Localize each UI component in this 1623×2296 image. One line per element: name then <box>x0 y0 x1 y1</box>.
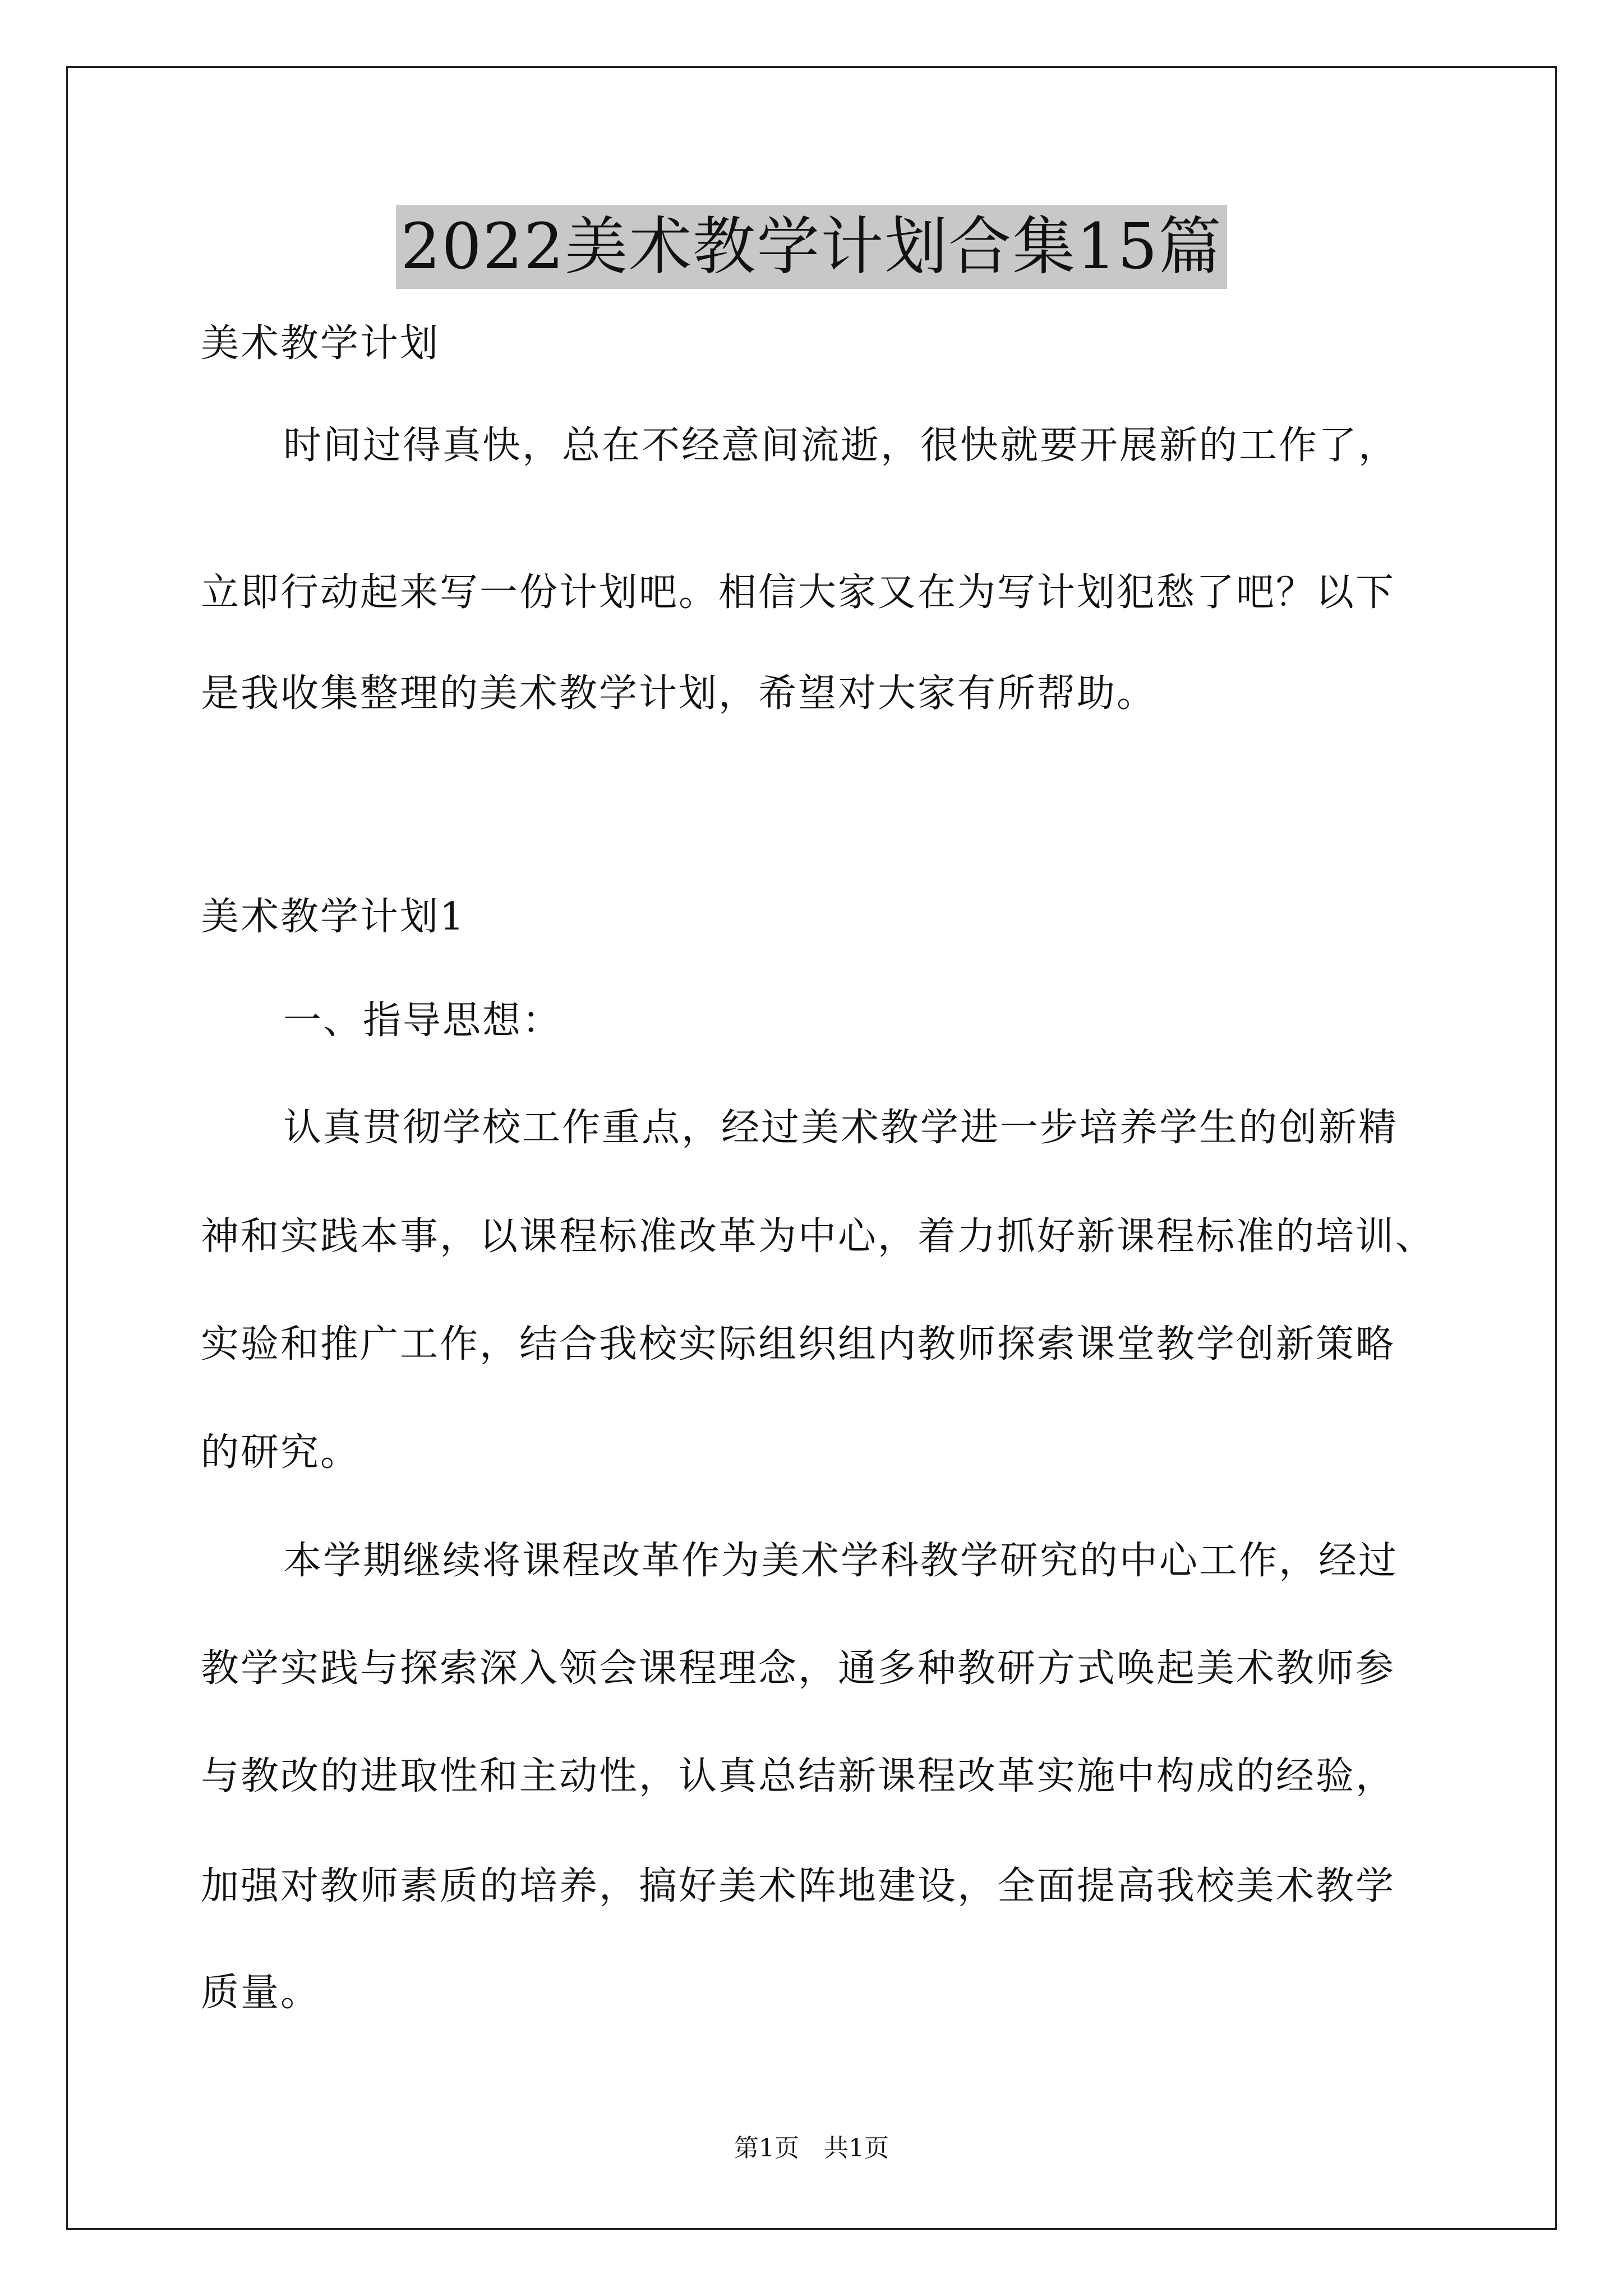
paragraph-line: 是我收集整理的美术教学计划，希望对大家有所帮助。 <box>201 671 1157 716</box>
paragraph-line: 的研究。 <box>201 1430 361 1475</box>
paragraph-line: 质量。 <box>201 1971 321 2015</box>
paragraph-line: 时间过得真快，总在不经意间流逝，很快就要开展新的工作了， <box>283 424 1399 468</box>
paragraph-line: 加强对教师素质的培养，搞好美术阵地建设，全面提高我校美术教学 <box>201 1864 1396 1908</box>
paragraph-line: 认真贯彻学校工作重点，经过美术教学进一步培养学生的创新精 <box>283 1106 1399 1150</box>
paragraph-line: 本学期继续将课程改革作为美术学科教学研究的中心工作，经过 <box>283 1539 1399 1583</box>
subsection-heading: 一、指导思想： <box>283 999 562 1043</box>
paragraph-line: 教学实践与探索深入领会课程理念，通多种教研方式唤起美术教师参 <box>201 1646 1396 1691</box>
paragraph-line: 神和实践本事，以课程标准改革为中心，着力抓好新课程标准的培训、 <box>201 1214 1436 1259</box>
section-heading: 美术教学计划 <box>201 321 440 366</box>
paragraph-line: 与教改的进取性和主动性，认真总结新课程改革实施中构成的经验， <box>201 1754 1396 1798</box>
page-footer: 第1页 共1页 <box>734 2134 889 2162</box>
title-block <box>0 205 1623 289</box>
document-title: 2022美术教学计划合集15篇 <box>396 205 1227 289</box>
paragraph-line: 立即行动起来写一份计划吧。相信大家又在为写计划犯愁了吧？以下 <box>201 570 1396 615</box>
paragraph-line: 实验和推广工作，结合我校实际组织组内教师探索课堂教学创新策略 <box>201 1322 1396 1366</box>
section-heading: 美术教学计划1 <box>201 895 466 939</box>
